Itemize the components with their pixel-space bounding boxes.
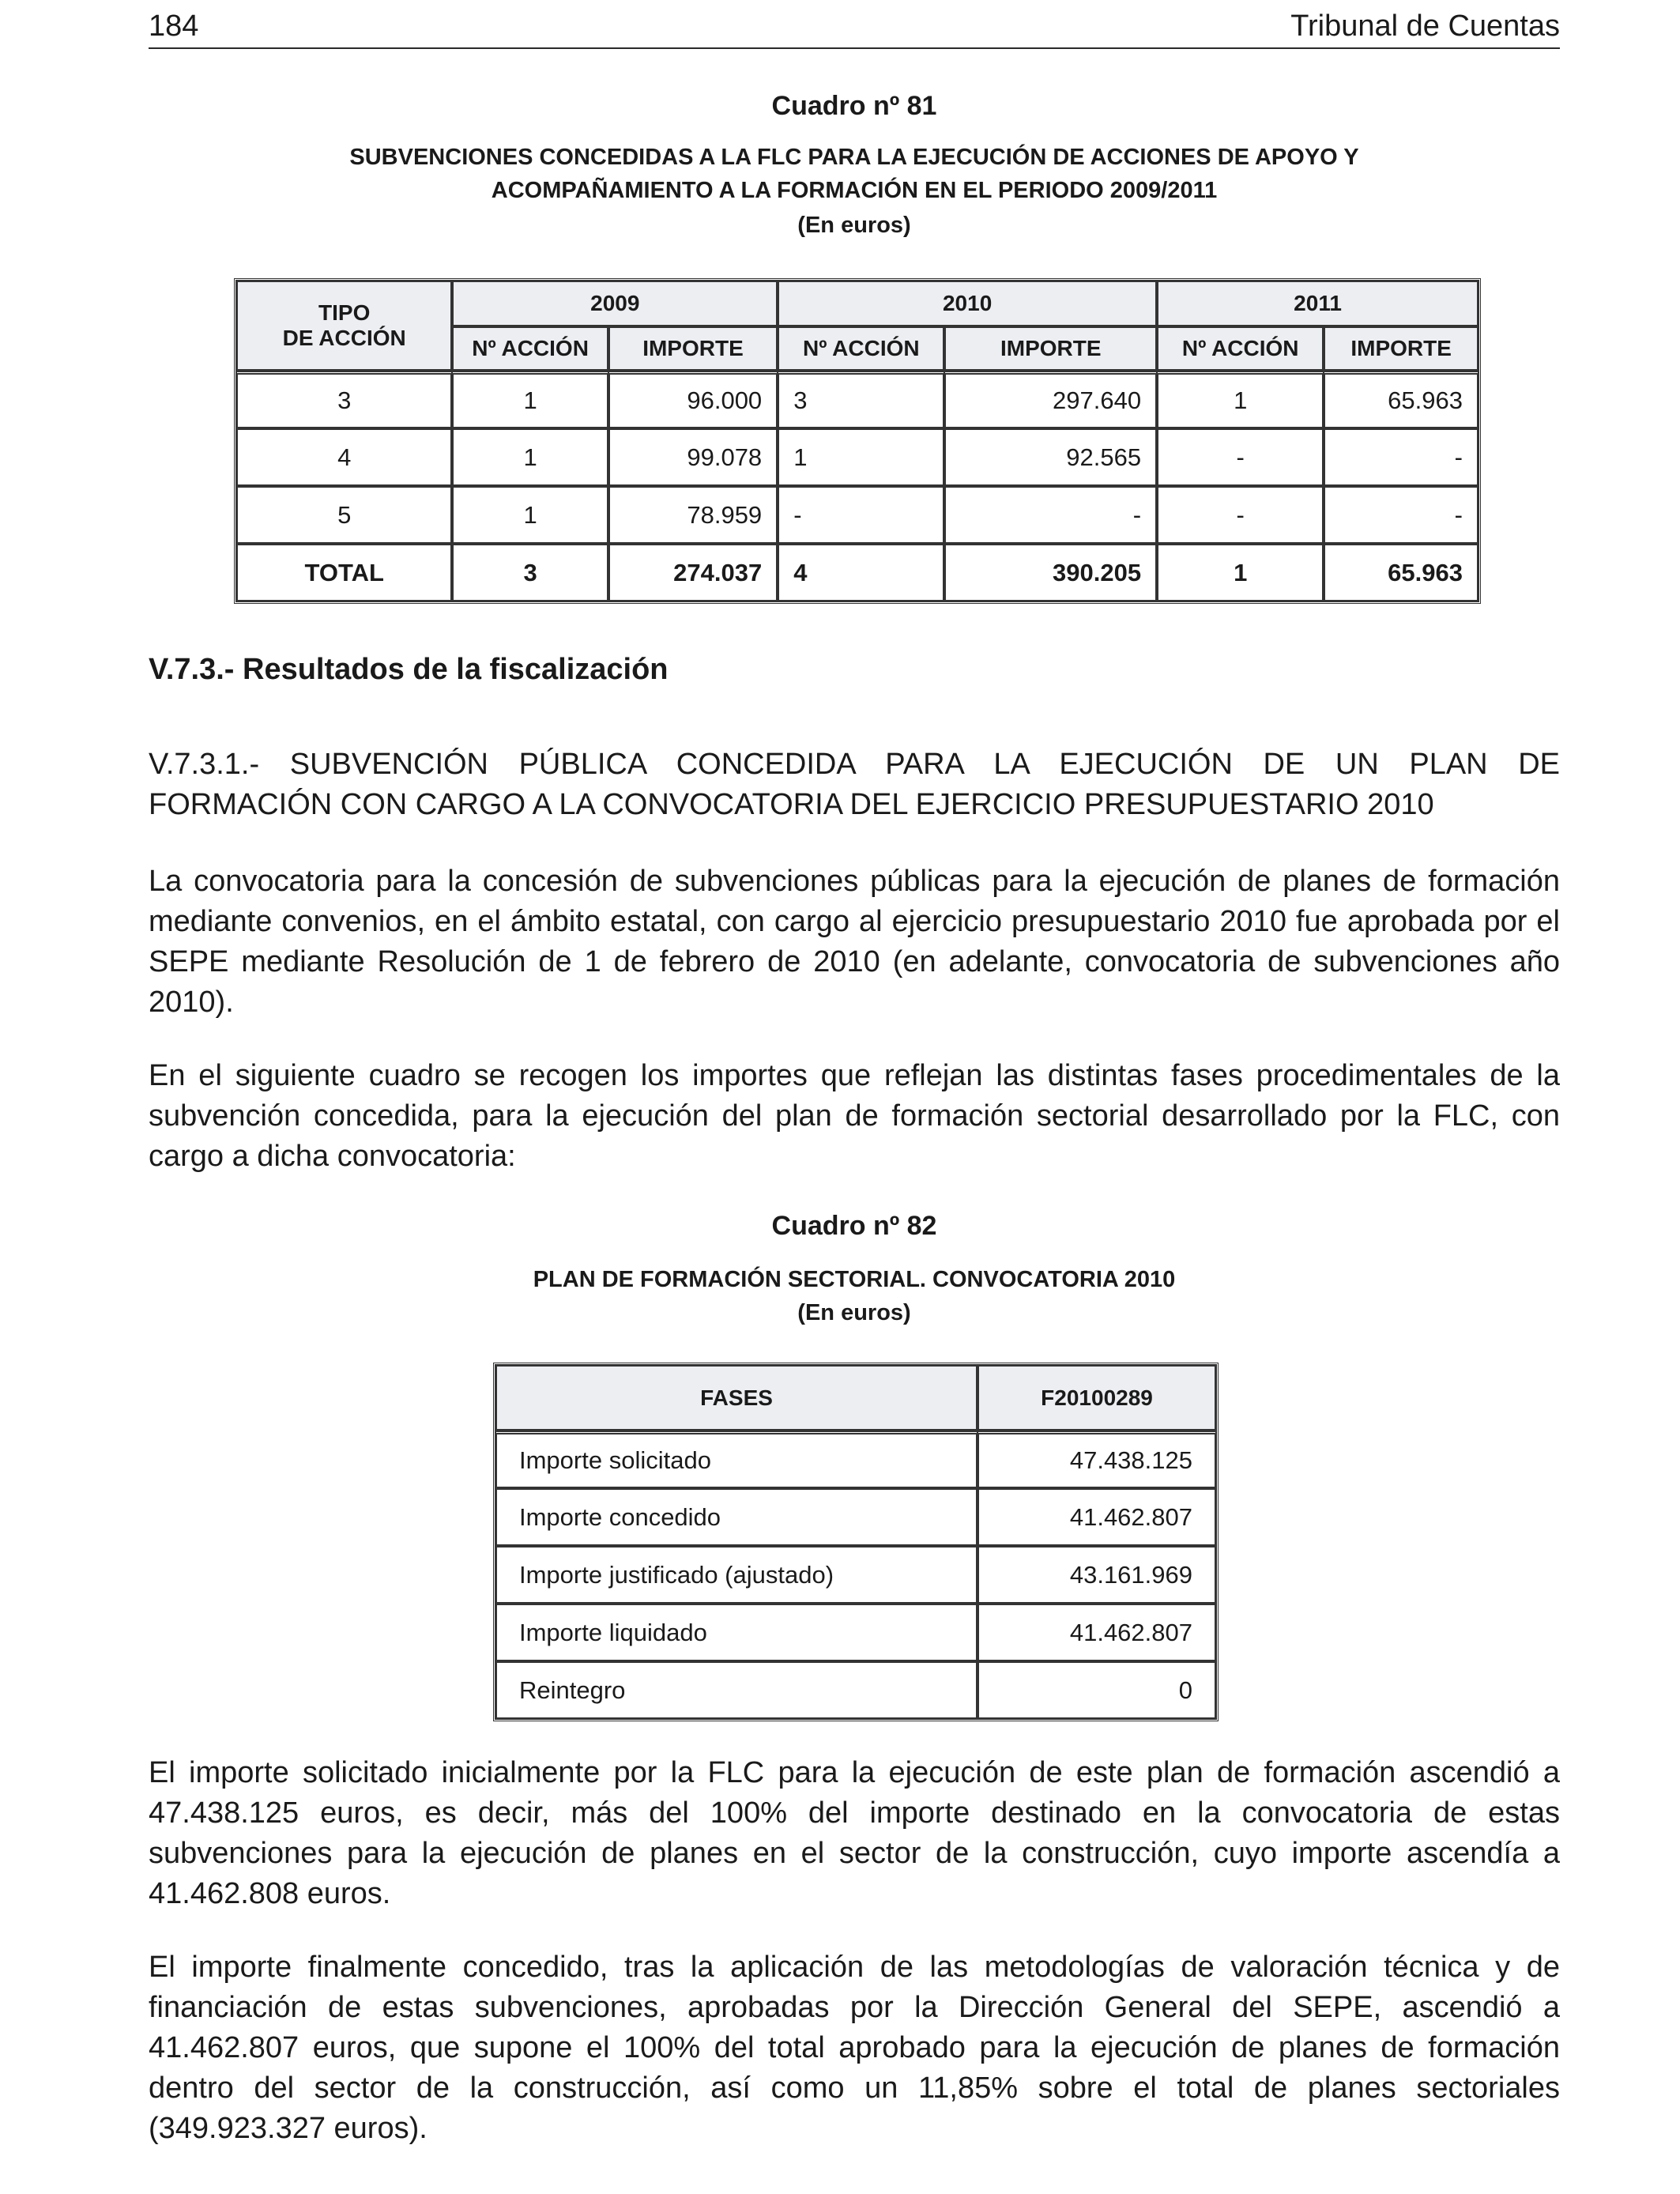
cuadro-81-unit: (En euros) [797, 213, 911, 238]
table-row: Importe liquidado 41.462.807 [495, 1604, 1216, 1661]
paragraph-3: El importe solicitado inicialmente por la FLC para la ejecución de este plan de formación ascendió a 47.438.125 euros, es decir, más del 100% del importe destinado en la convocatoria de estas subvenciones para la ejecución de planes en el sector de la construcción, cuyo importe ascendía a 41.462.808 euros. [149, 1756, 1560, 1910]
subheader-accion: Nº ACCIÓN [778, 326, 944, 371]
page-header [149, 9, 1560, 49]
table-row: Importe justificado (ajustado) 43.161.969 [495, 1546, 1216, 1604]
table-row: 4 1 99.078 1 92.565 - - [236, 428, 1478, 486]
page-number: 184 [149, 9, 199, 43]
table-total-row: TOTAL 3 274.037 4 390.205 1 65.963 [236, 544, 1478, 601]
subheader-importe: IMPORTE [1324, 326, 1478, 371]
cuadro-82-unit: (En euros) [797, 1300, 911, 1325]
table-row: Importe solicitado 47.438.125 [495, 1431, 1216, 1488]
subsection-heading-line1: V.7.3.1.- SUBVENCIÓN PÚBLICA CONCEDIDA PARA LA EJECUCIÓN DE UN PLAN DE [149, 748, 1560, 781]
header-title: Tribunal de Cuentas [1290, 9, 1560, 43]
table-row: Importe concedido 41.462.807 [495, 1488, 1216, 1546]
cuadro-81-table [234, 278, 1481, 604]
subheader-accion: Nº ACCIÓN [1157, 326, 1324, 371]
table-row: Reintegro 0 [495, 1661, 1216, 1719]
cuadro-81-subtitle-line1: SUBVENCIONES CONCEDIDAS A LA FLC PARA LA EJECUCIÓN DE ACCIONES DE APOYO Y [349, 145, 1359, 170]
subheader-importe: IMPORTE [608, 326, 778, 371]
header-fases: FASES [495, 1365, 977, 1431]
header-year-2011: 2011 [1157, 281, 1478, 326]
subheader-importe: IMPORTE [944, 326, 1157, 371]
table-row: 3 1 96.000 3 297.640 1 65.963 [236, 371, 1478, 428]
paragraph-1: La convocatoria para la concesión de subvenciones públicas para la ejecución de planes de formación mediante convenios, en el ámbito estatal, con cargo al ejercicio presupuestario 2010 fue aprobada por el SEPE mediante Resolución de 1 de febrero de 2010 (en adelante, convocatoria de subvenciones año 2010). [149, 865, 1560, 1019]
cuadro-82-table [493, 1363, 1219, 1721]
paragraph-4: El importe finalmente concedido, tras la aplicación de las metodologías de valoración técnica y de financiación de estas subvenciones, aprobadas por la Dirección General del SEPE, ascendió a 41.462.807 euros, que supone el 100% del total aprobado para la ejecución de planes de formación dentro del sector de la construcción, así como un 11,85% sobre el total de planes sectoriales (349.923.327 euros). [149, 1951, 1560, 2145]
cuadro-82-title: Cuadro nº 82 [771, 1211, 937, 1241]
document-page [149, 0, 1560, 2194]
header-code: F20100289 [977, 1365, 1216, 1431]
header-year-2009: 2009 [452, 281, 778, 326]
table-row: 5 1 78.959 - - - - [236, 486, 1478, 544]
cuadro-81-subtitle-line2: ACOMPAÑAMIENTO A LA FORMACIÓN EN EL PERIODO 2009/2011 [491, 178, 1218, 203]
cuadro-81-title: Cuadro nº 81 [771, 91, 937, 121]
subsection-heading-line2: FORMACIÓN CON CARGO A LA CONVOCATORIA DEL EJERCICIO PRESUPUESTARIO 2010 [149, 788, 1434, 821]
cuadro-82-subtitle: PLAN DE FORMACIÓN SECTORIAL. CONVOCATORIA 2010 [533, 1267, 1176, 1292]
subheader-accion: Nº ACCIÓN [452, 326, 608, 371]
paragraph-2: En el siguiente cuadro se recogen los importes que reflejan las distintas fases procedimentales de la subvención concedida, para la ejecución del plan de formación sectorial desarrollado por la FLC, con cargo a dicha convocatoria: [149, 1059, 1560, 1173]
header-year-2010: 2010 [778, 281, 1157, 326]
section-heading: V.7.3.- Resultados de la fiscalización [149, 653, 669, 686]
header-tipo-accion: TIPO DE ACCIÓN [236, 281, 452, 371]
